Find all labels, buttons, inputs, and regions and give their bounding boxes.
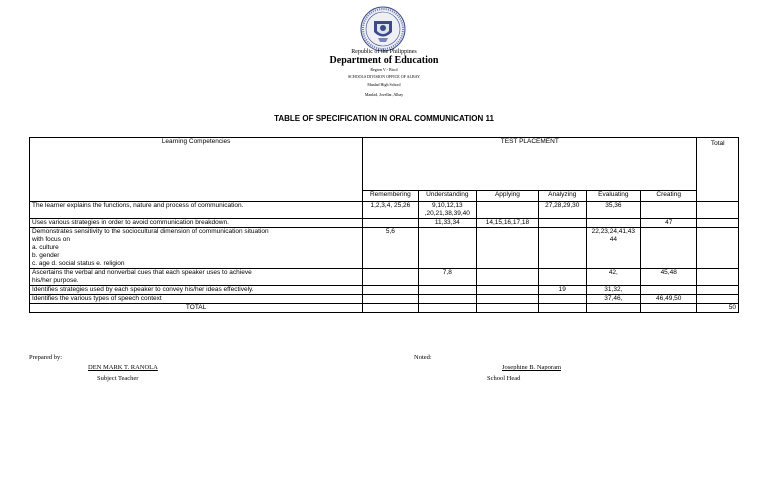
header-republic: Republic of the Philippines [351,49,417,55]
understanding-cell [418,228,477,269]
creating-cell [640,202,696,219]
evaluating-cell: 37,46, [586,295,640,304]
total-cell [697,219,739,228]
understanding-cell: 7,8 [418,269,477,286]
level-understanding: Understanding [418,191,477,202]
competency-cell: Demonstrates sensitivity to the sociocultural dimension of communication situation with focus on a. culture b. gender c. age d. social status e. religion [30,228,363,269]
teacher-name: DEN MARK T. RANOLA [88,364,158,371]
grand-total-value: 50 [697,304,739,313]
remembering-cell: 1,2,3,4, 25,26 [363,202,418,219]
understanding-cell: 11,33,34 [418,219,477,228]
analyzing-cell [538,295,586,304]
creating-cell: 45,48 [640,269,696,286]
remembering-cell [363,295,418,304]
header-address: Manlad, Jovellar, Albay [364,92,404,97]
prepared-by-role: Subject Teacher [97,375,139,382]
noted-role: School Head [487,375,521,382]
applying-cell [477,295,539,304]
applying-cell [477,202,539,219]
header-division: SCHOOLS DIVISION OFFICE OF ALBAY [347,74,421,79]
evaluating-cell: 42, [586,269,640,286]
table-row [30,228,739,269]
creating-cell [640,286,696,295]
table-header-row [30,138,739,191]
total-cell [697,295,739,304]
level-remembering: Remembering [363,191,418,202]
creating-cell [640,228,696,269]
remembering-cell [363,269,418,286]
analyzing-cell [538,219,586,228]
prepared-by-name [88,364,171,371]
evaluating-cell [586,219,640,228]
specification-table [29,137,739,313]
level-analyzing: Analyzing [538,191,586,202]
noted-name [502,364,561,371]
remembering-cell: 5,6 [363,228,418,269]
deped-seal-logo [360,6,406,52]
document-title: TABLE OF SPECIFICATION IN ORAL COMMUNICATION 11 [274,114,494,123]
header-competencies: Learning Competencies [30,138,363,202]
table-row [30,295,739,304]
header-department: Department of Education [329,55,439,66]
level-evaluating: Evaluating [586,191,640,202]
competency-cell: Uses various strategies in order to avoid communication breakdown. [30,219,363,228]
total-cell [697,286,739,295]
level-applying: Applying [477,191,539,202]
header-region: Region V - Bicol [370,67,398,72]
noted-label: Noted: [414,354,432,361]
table-row [30,219,739,228]
header-test-placement: TEST PLACEMENT [363,138,697,191]
remembering-cell [363,286,418,295]
total-label: TOTAL [30,304,363,313]
competency-cell: Ascertains the verbal and nonverbal cues that each speaker uses to achieve his/her purpose. [30,269,363,286]
understanding-cell: 9,10,12,13 ,20,21,38,39,40 [418,202,477,219]
competency-cell: Identifies the various types of speech context [30,295,363,304]
header-school: Manlad High School [367,82,401,87]
applying-cell: 14,15,16,17,18 [477,219,539,228]
header-total: Total [697,138,739,202]
applying-cell [477,286,539,295]
prepared-by-label: Prepared by: [29,354,63,361]
table-row [30,202,739,219]
level-creating: Creating [640,191,696,202]
evaluating-cell: 35,36 [586,202,640,219]
evaluating-cell: 31,32, [586,286,640,295]
applying-cell [477,269,539,286]
creating-cell: 46,49,50 [640,295,696,304]
analyzing-cell [538,269,586,286]
total-cell [697,202,739,219]
applying-cell [477,228,539,269]
competency-cell: The learner explains the functions, nature and process of communication. [30,202,363,219]
creating-cell: 47 [640,219,696,228]
understanding-cell [418,286,477,295]
analyzing-cell: 27,28,29,30 [538,202,586,219]
analyzing-cell [538,228,586,269]
understanding-cell [418,295,477,304]
head-name: Josephine B. Naporam [502,364,562,371]
total-cell [697,228,739,269]
remembering-cell [363,219,418,228]
table-total-row [30,304,739,313]
evaluating-cell: 22,23,24,41,43 44 [586,228,640,269]
table-row [30,286,739,295]
table-row [30,269,739,286]
competency-cell: Identifies strategies used by each speaker to convey his/her ideas effectively. [30,286,363,295]
total-cell [697,269,739,286]
analyzing-cell: 19 [538,286,586,295]
